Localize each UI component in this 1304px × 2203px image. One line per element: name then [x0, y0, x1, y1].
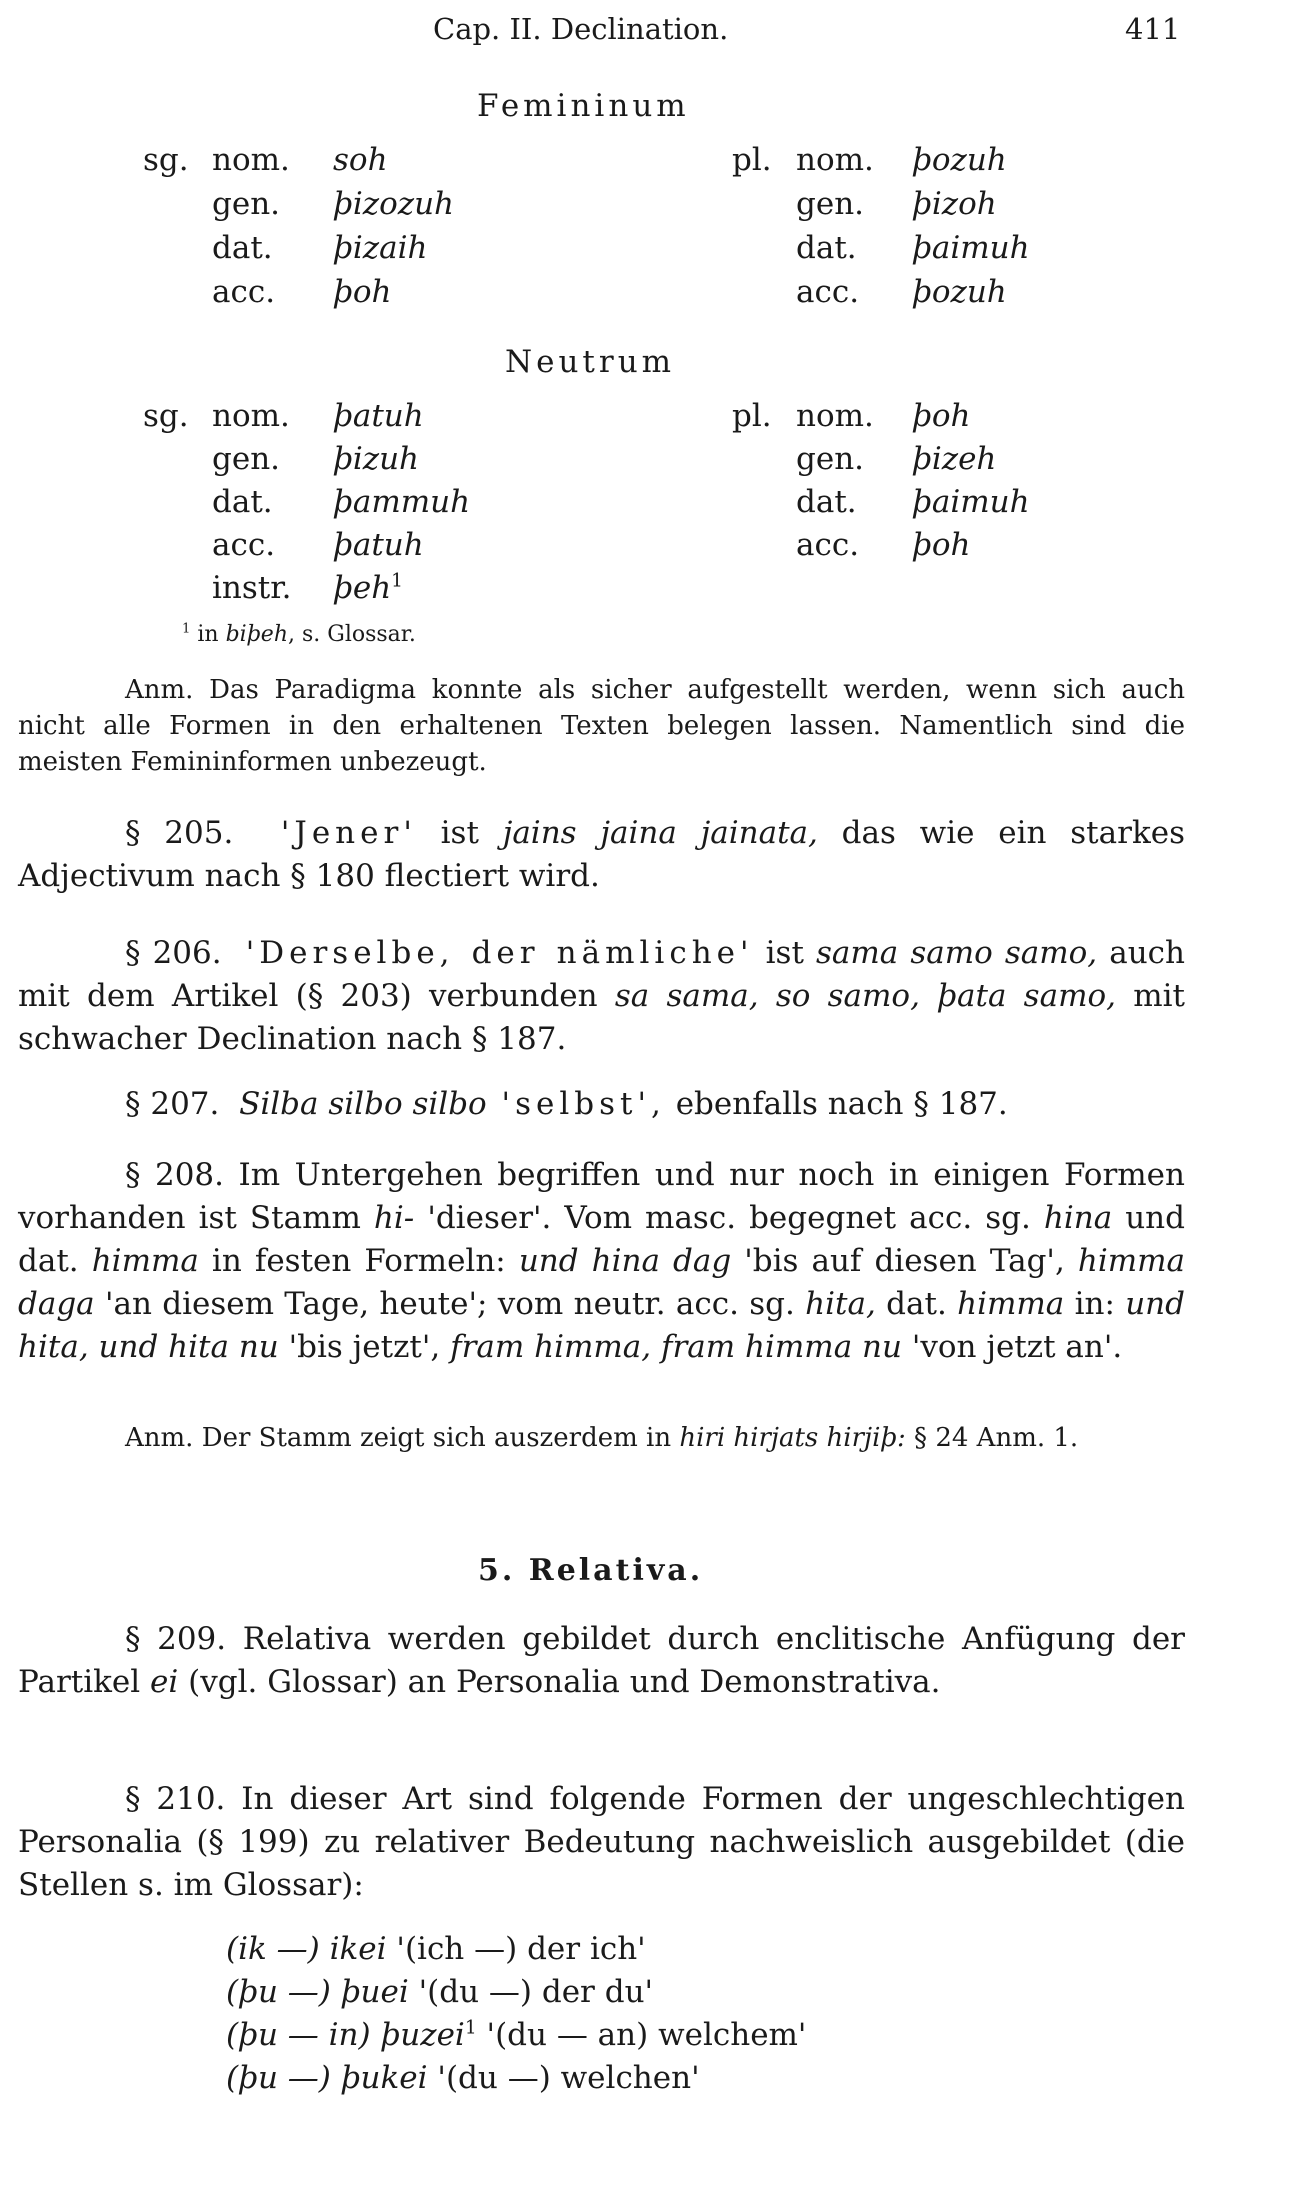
list-item	[226, 1971, 806, 2014]
gothic-form: himma	[91, 1243, 199, 1279]
gothic-form: und hina dag	[518, 1243, 732, 1279]
form-pl: þoh	[912, 398, 971, 434]
case-label: acc.	[212, 274, 276, 310]
text: 'von jetzt an'.	[901, 1329, 1123, 1365]
sg-label: sg.	[143, 398, 189, 434]
text: ist	[416, 815, 503, 851]
anm-text: Das Paradigma konnte als sicher aufgestellt werden, wenn sich auch nicht alle Formen in den erhaltenen Texten belegen lassen. Namentlich sind die meisten Femininformen unbezeugt.	[18, 675, 1185, 777]
gothic-form: (þu —) þuei	[226, 1974, 409, 2010]
spaced-term: 'Derselbe, der nämliche'	[245, 935, 754, 971]
text: dat.	[875, 1286, 958, 1322]
form-sg: þizaih	[333, 230, 428, 266]
section-number: § 209.	[125, 1621, 227, 1657]
footnote-mark: 1	[182, 621, 191, 637]
section-number: § 206.	[125, 935, 222, 971]
text: das wie ein starkes Adjectivum nach § 180 flectiert wird.	[18, 815, 1185, 894]
footnote-word: biþeh	[225, 622, 288, 647]
section-number: § 210.	[125, 1781, 226, 1817]
form-pl: þoh	[912, 527, 971, 563]
pl-label: pl.	[732, 398, 772, 434]
case-label: dat.	[212, 484, 273, 520]
case-label: nom.	[212, 142, 290, 178]
case-label: gen.	[212, 441, 281, 477]
form-sg: þoh	[333, 274, 392, 310]
spaced-term: 'selbst',	[486, 1086, 666, 1122]
sg-label: sg.	[143, 142, 189, 178]
case-label: gen.	[212, 186, 281, 222]
form-sg: þatuh	[333, 527, 424, 563]
pl-label: pl.	[732, 142, 772, 178]
footnote-text: , s. Glossar.	[287, 622, 416, 647]
form-pl: þozuh	[912, 274, 1007, 310]
text: 'bis jetzt',	[278, 1329, 451, 1365]
case-label: nom.	[796, 398, 874, 434]
form-pl: þaimuh	[912, 230, 1030, 266]
section-number: § 205.	[125, 815, 234, 851]
case-label: nom.	[796, 142, 874, 178]
section-number: § 207.	[125, 1086, 220, 1122]
form-pl: þizeh	[912, 441, 997, 477]
list-item	[226, 2057, 806, 2100]
page-number: 411	[1125, 12, 1181, 46]
form-sg: soh	[333, 142, 388, 178]
form-pl: þaimuh	[912, 484, 1030, 520]
text: und dat.	[18, 1200, 1185, 1279]
gothic-form: himma	[957, 1286, 1065, 1322]
paragraph-209	[18, 1618, 1185, 1704]
form-sg: þammuh	[333, 484, 471, 520]
text: auch mit dem Artikel (§ 203) verbunden	[18, 935, 1186, 1014]
case-label: acc.	[796, 527, 860, 563]
gothic-forms: sama samo samo,	[815, 935, 1098, 971]
gothic-forms: jains jaina jainata,	[502, 815, 818, 851]
text: in:	[1064, 1286, 1126, 1322]
text: 'dieser'. Vom masc. begegnet acc. sg.	[414, 1200, 1044, 1236]
text: mit schwacher Declination nach § 187.	[18, 978, 1186, 1057]
form-sg: þatuh	[333, 398, 424, 434]
gothic-form: hi-	[373, 1200, 415, 1236]
femininum-title: Femininum	[477, 88, 690, 124]
form-sg: þizuh	[333, 441, 420, 477]
case-label: acc.	[796, 274, 860, 310]
gothic-form: hiri hirjats hirjiþ:	[679, 1423, 906, 1453]
footnote-text: in	[197, 622, 226, 647]
gloss: '(ich —) der ich'	[386, 1931, 646, 1967]
running-title: Cap. II. Declination.	[433, 12, 729, 46]
form-pl: þizoh	[912, 186, 997, 222]
paragraph-210	[18, 1778, 1185, 1907]
text: 'bis auf diesen Tag',	[731, 1243, 1078, 1279]
paragraph-208	[18, 1154, 1185, 1369]
gothic-form: hina	[1043, 1200, 1113, 1236]
spaced-term: 'Jener'	[280, 815, 417, 851]
text: ist	[753, 935, 816, 971]
case-label: acc.	[212, 527, 276, 563]
anm-note	[18, 1420, 1185, 1456]
gloss: '(du —) welchen'	[427, 2060, 700, 2096]
footnote-ref: 1	[464, 2017, 477, 2039]
section-heading: 5. Relativa.	[478, 1553, 704, 1588]
form-instr	[333, 570, 403, 606]
anm-label: Anm.	[125, 675, 194, 705]
gothic-form: (þu —) þukei	[226, 2060, 428, 2096]
neutrum-title: Neutrum	[505, 344, 676, 380]
case-label-instr: instr.	[212, 570, 292, 606]
paragraph-207	[18, 1083, 1185, 1126]
form-pl: þozuh	[912, 142, 1007, 178]
paragraph-205	[18, 812, 1185, 898]
case-label: gen.	[796, 186, 865, 222]
paragraph-206	[18, 932, 1185, 1061]
anm-label: Anm.	[125, 1423, 194, 1453]
gloss: '(du —) der du'	[408, 1974, 654, 2010]
text: 'an diesem Tage, heute'; vom neutr. acc. sg.	[94, 1286, 806, 1322]
relatives-list	[226, 1928, 806, 2100]
text: In dieser Art sind folgende Formen der ungeschlechtigen Personalia (§ 199) zu relativer Bedeutung nachweislich ausgebildet (die Stellen s. im Glossar):	[18, 1781, 1185, 1903]
gothic-forms: sa sama, so samo, þata samo,	[614, 978, 1116, 1014]
text: ebenfalls nach § 187.	[665, 1086, 1008, 1122]
gothic-forms: Silba silbo silbo	[239, 1086, 487, 1122]
text: in festen Formeln:	[198, 1243, 519, 1279]
case-label: gen.	[796, 441, 865, 477]
anm-note	[18, 672, 1185, 780]
text: (vgl. Glossar) an Personalia und Demonstrativa.	[178, 1664, 941, 1700]
text: Der Stamm zeigt sich auszerdem in	[193, 1423, 680, 1453]
footnote	[182, 622, 416, 647]
text: Relativa werden gebildet durch enclitische Anfügung der Partikel	[18, 1621, 1186, 1700]
case-label: dat.	[796, 230, 857, 266]
case-label: nom.	[212, 398, 290, 434]
gloss: '(du — an) welchem'	[476, 2017, 807, 2053]
list-item	[226, 1928, 806, 1971]
footnote-ref: 1	[391, 570, 403, 592]
case-label: dat.	[796, 484, 857, 520]
form-sg: þizozuh	[333, 186, 455, 222]
text: § 24 Anm. 1.	[905, 1423, 1079, 1453]
gothic-form: und hita, und hita nu	[18, 1286, 1185, 1365]
case-label: dat.	[212, 230, 273, 266]
gothic-form: (þu — in) þuzei	[226, 2017, 465, 2053]
list-item	[226, 2014, 806, 2057]
gothic-form: himma daga	[18, 1243, 1186, 1322]
text: Im Untergehen begriffen und nur noch in einigen Formen vorhanden ist Stamm	[18, 1157, 1185, 1236]
gothic-form: hita,	[805, 1286, 876, 1322]
gothic-form: ei	[150, 1664, 179, 1700]
gothic-form: (ik —) ikei	[226, 1931, 387, 1967]
gothic-form: fram himma, fram himma nu	[450, 1329, 902, 1365]
section-number: § 208.	[125, 1157, 225, 1193]
form-sg: þeh	[333, 570, 392, 606]
